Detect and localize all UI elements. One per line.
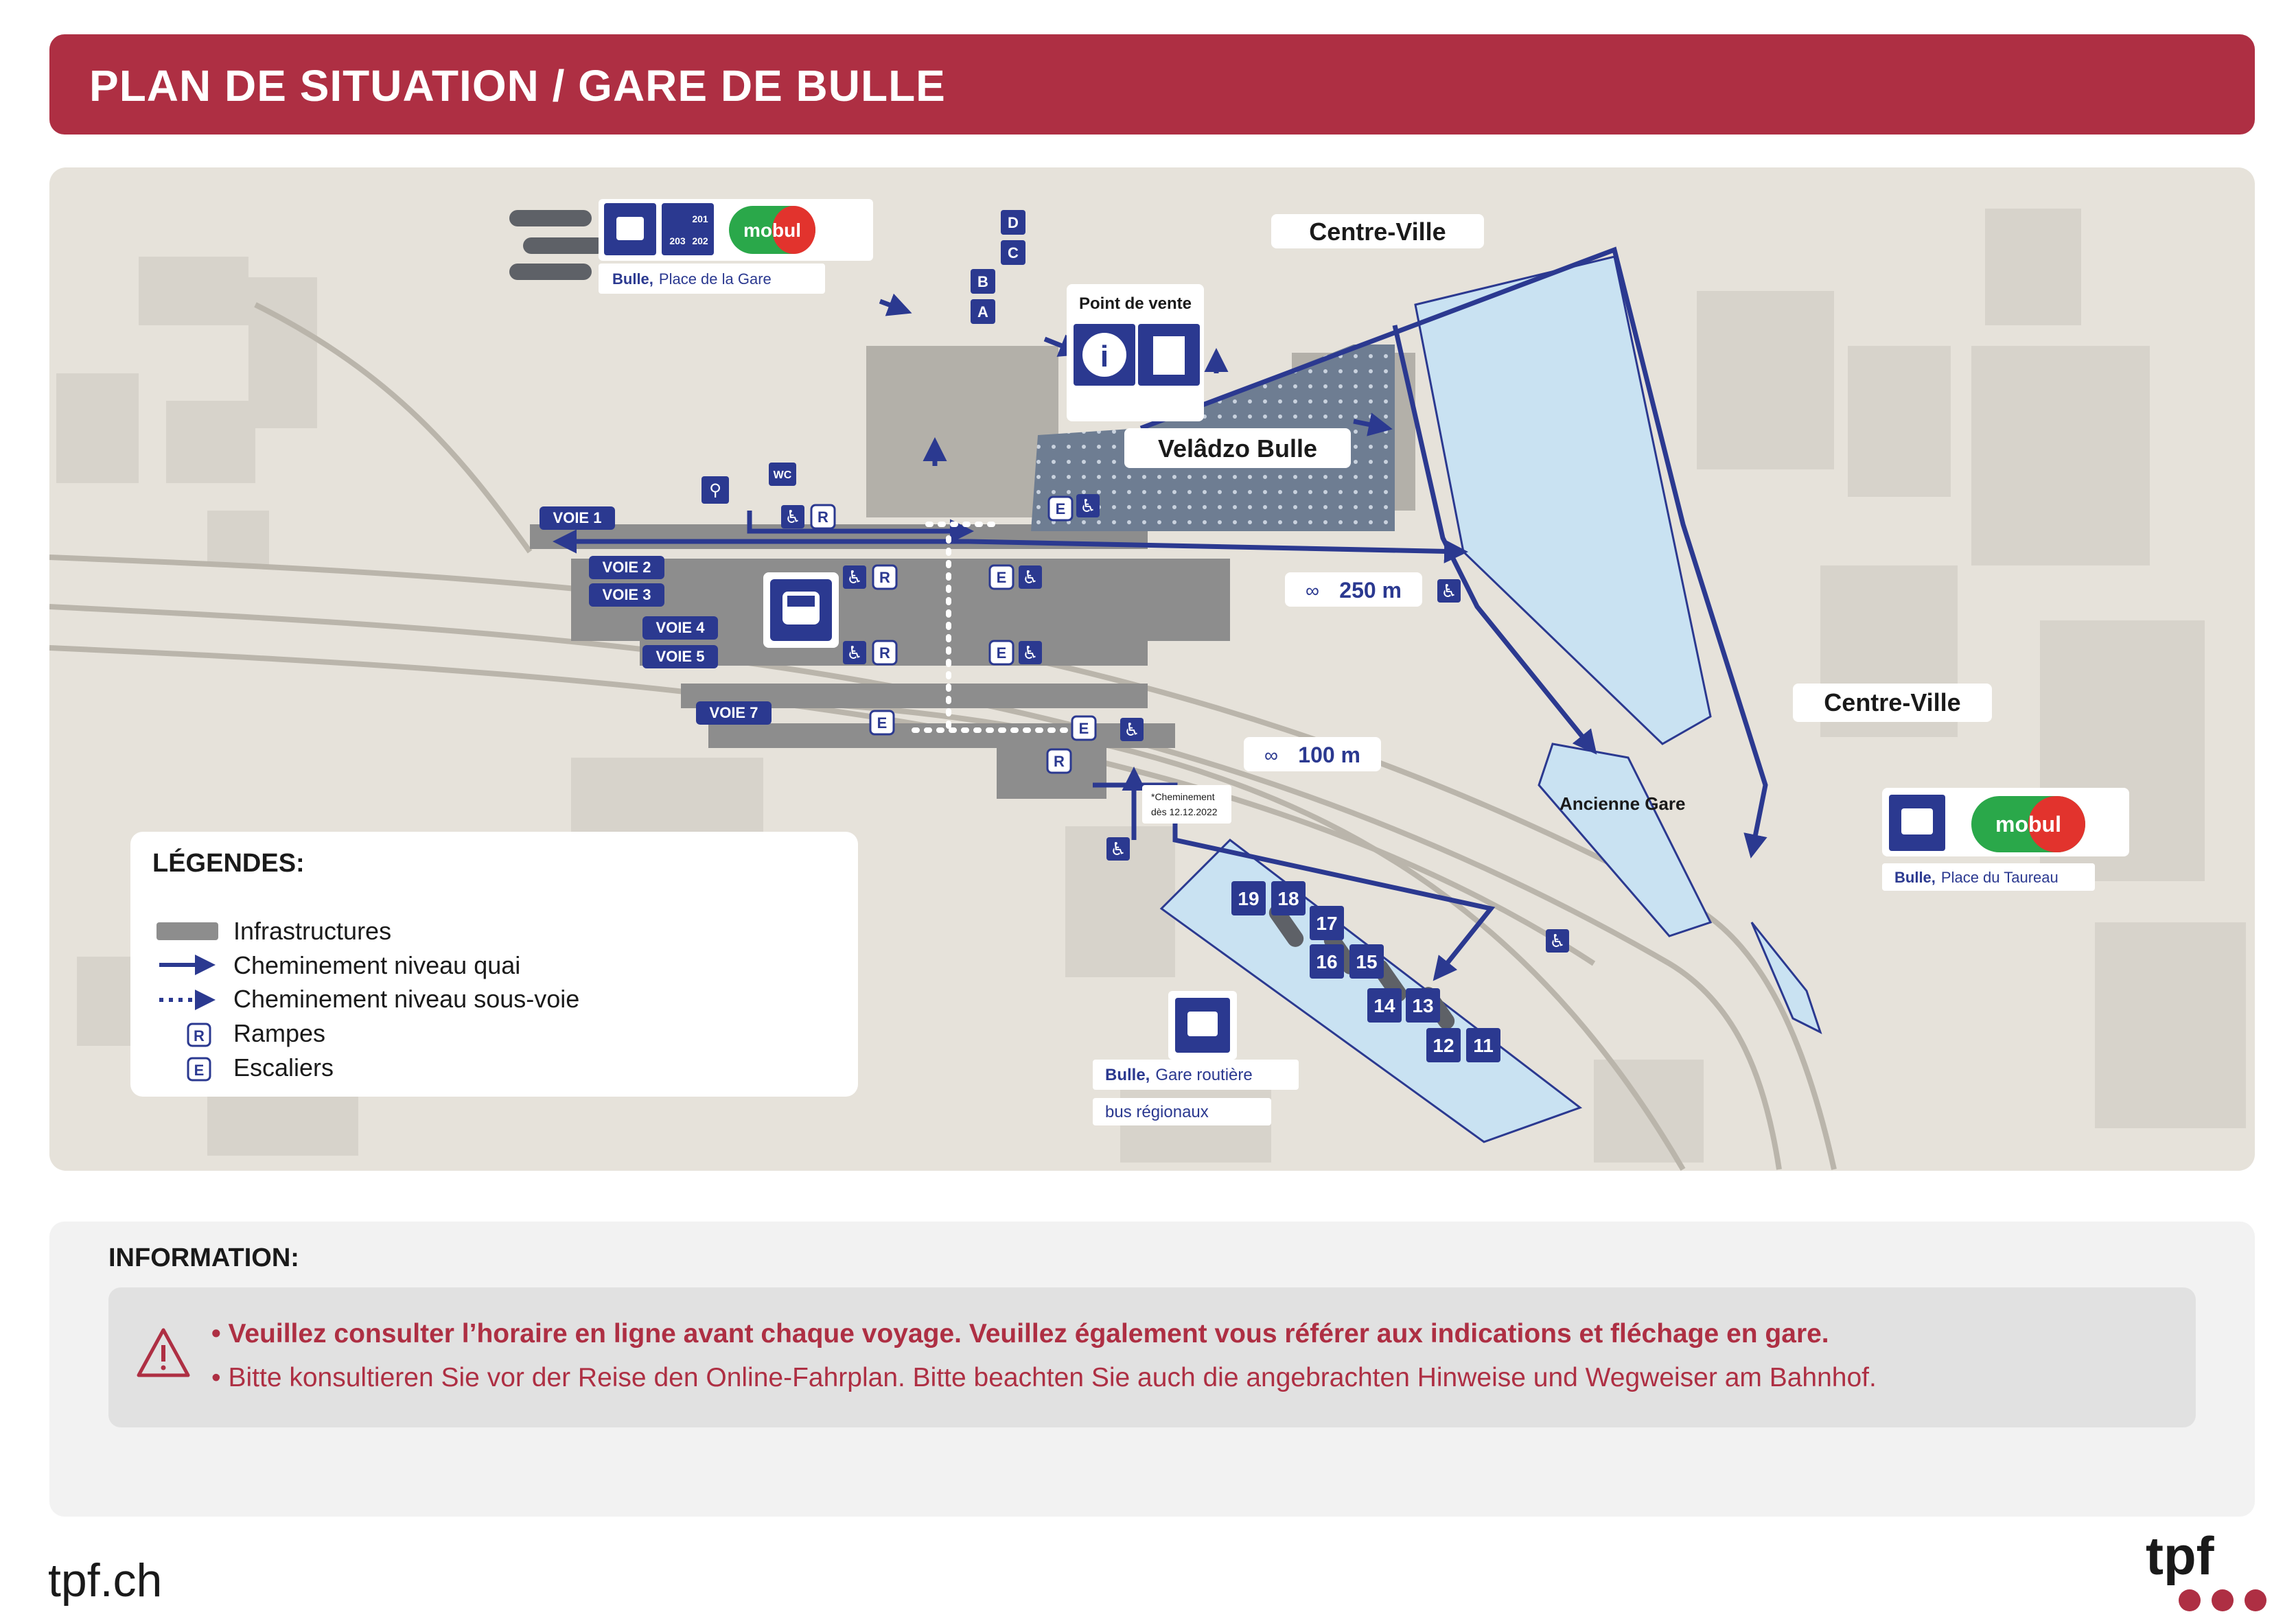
ramp-badge: R [879,644,890,662]
legend-item: Cheminement niveau sous-voie [233,985,580,1013]
footer-url[interactable]: tpf.ch [48,1554,163,1607]
stop-place-de-la-gare[interactable] [599,199,873,294]
svg-text:Bulle,Place de la Gare [612,270,772,288]
legend-ramp-badge: R [194,1027,205,1044]
mobul-logo: mobul [1995,812,2061,837]
stop-place-du-taureau[interactable] [1882,788,2129,891]
station-map[interactable] [49,167,2255,1171]
walking-icon: ∞ [1306,580,1319,601]
cheminement-note-2: dès 12.12.2022 [1151,806,1218,817]
ancienne-gare-label: Ancienne Gare [1559,793,1686,814]
bay-letters [971,210,1025,324]
track-5-label: VOIE 5 [656,648,705,665]
bay-16: 16 [1316,951,1338,972]
stop-taureau-city: Bulle, [1894,869,1936,886]
bus-icon [616,217,644,240]
wheelchair-icon: ♿ [1124,719,1140,740]
legend-item: Infrastructures [233,917,392,945]
warning-icon [136,1327,191,1378]
ramp-badge: R [817,509,828,526]
stairs-badge: E [1055,500,1066,517]
track-7-label: VOIE 7 [709,704,758,721]
bus-regionaux-label: bus régionaux [1105,1103,1209,1121]
stairs-badge: E [1078,720,1089,737]
info-line-de: • Bitte konsultieren Sie vor der Reise den Online-Fahrplan. Bitte beachten Sie auch die angebrachten Hinweise und Wegweiser am Bahnhof. [211,1363,1877,1392]
wheelchair-icon: ♿ [1441,581,1457,601]
bike-icon: ⚲ [709,481,721,500]
svg-text:i: i [1100,340,1109,373]
legend [130,832,858,1097]
bay-a: A [977,303,988,320]
wheelchair-icon: ♿ [1110,839,1126,859]
information-title: INFORMATION: [108,1243,299,1272]
legend-item: Escaliers [233,1053,334,1082]
legend-item: Rampes [233,1019,326,1047]
page-title: PLAN DE SITUATION / GARE DE BULLE [89,61,946,110]
train-icon [763,572,839,648]
stop-place-gare-city: Bulle, [612,270,653,288]
svg-text:100 m: 100 m [1298,743,1360,767]
bay-11: 11 [1473,1035,1494,1056]
wheelchair-icon: ♿ [1022,567,1039,587]
centre-ville-right-label: Centre-Ville [1824,688,1961,716]
bay-19: 19 [1238,888,1260,909]
bay-d: D [1008,214,1019,231]
legend-item: Cheminement niveau quai [233,951,521,979]
stairs-badge: E [996,569,1007,586]
bus-icon [1901,808,1933,834]
bay-14: 14 [1373,995,1395,1016]
distance-250 [1285,572,1422,607]
info-line-fr: • Veuillez consulter l’horaire en ligne avant chaque voyage. Veuillez également vous référer aux indications et fléchage en gare. [211,1319,1829,1348]
information-panel [49,1222,2255,1517]
bay-15: 15 [1356,951,1378,972]
bay-18: 18 [1277,888,1299,909]
tpf-logo [2146,1525,2214,1587]
svg-text:250 m: 250 m [1339,578,1402,603]
tpf-logo-text: tpf [2146,1526,2214,1586]
track-4-label: VOIE 4 [656,619,705,636]
stop-gare-routiere[interactable] [1093,991,1299,1125]
mobul-logo: mobul [743,220,801,241]
stairs-badge: E [877,714,888,732]
bus-line-201: 201 [692,213,708,224]
wheelchair-icon: ♿ [846,567,863,587]
legend-title: LÉGENDES: [152,849,305,878]
tpf-logo-dots [2179,1589,2275,1613]
stairs-badge: E [996,644,1007,662]
title-bar [49,34,2255,135]
stop-routiere-name: Gare routière [1155,1066,1253,1084]
wheelchair-icon: ♿ [1080,495,1096,516]
wheelchair-icon: ♿ [785,506,801,527]
bay-b: B [977,273,988,290]
svg-text:Bulle,Place du Taureau [1894,869,2059,886]
stop-routiere-city: Bulle, [1105,1066,1150,1084]
track-1-label: VOIE 1 [553,509,602,526]
bay-17: 17 [1316,913,1338,934]
ramp-badge: R [879,569,890,586]
distance-100 [1244,737,1381,771]
track-2-label: VOIE 2 [602,559,651,576]
legend-infrastructure-swatch [156,922,218,940]
track-3-label: VOIE 3 [602,586,651,603]
point-de-vente[interactable] [1067,284,1204,421]
bus-line-203: 203 [669,235,686,246]
svg-text:Bulle,Gare routière [1105,1066,1253,1084]
ticket-icon [1153,336,1185,375]
cheminement-note-1: *Cheminement [1151,791,1215,802]
wc-icon: WC [773,469,792,481]
legend-stairs-badge: E [194,1062,205,1079]
wheelchair-icon: ♿ [1022,642,1039,663]
stop-taureau-name: Place du Taureau [1940,869,2059,886]
ramp-badge: R [1054,753,1065,770]
wheelchair-icon: ♿ [846,642,863,663]
information-box [108,1287,2196,1427]
centre-ville-top-label: Centre-Ville [1309,218,1446,246]
stop-place-gare-name: Place de la Gare [658,270,772,288]
veladzo-label: Velâdzo Bulle [1157,434,1318,463]
walking-icon: ∞ [1264,745,1278,766]
wheelchair-icon: ♿ [1549,931,1566,951]
point-de-vente-label: Point de vente [1078,294,1192,313]
bay-12: 12 [1433,1035,1454,1056]
bus-line-202: 202 [692,235,708,246]
bay-c: C [1008,244,1019,261]
bus-icon [1187,1012,1218,1036]
bay-13: 13 [1412,995,1434,1016]
